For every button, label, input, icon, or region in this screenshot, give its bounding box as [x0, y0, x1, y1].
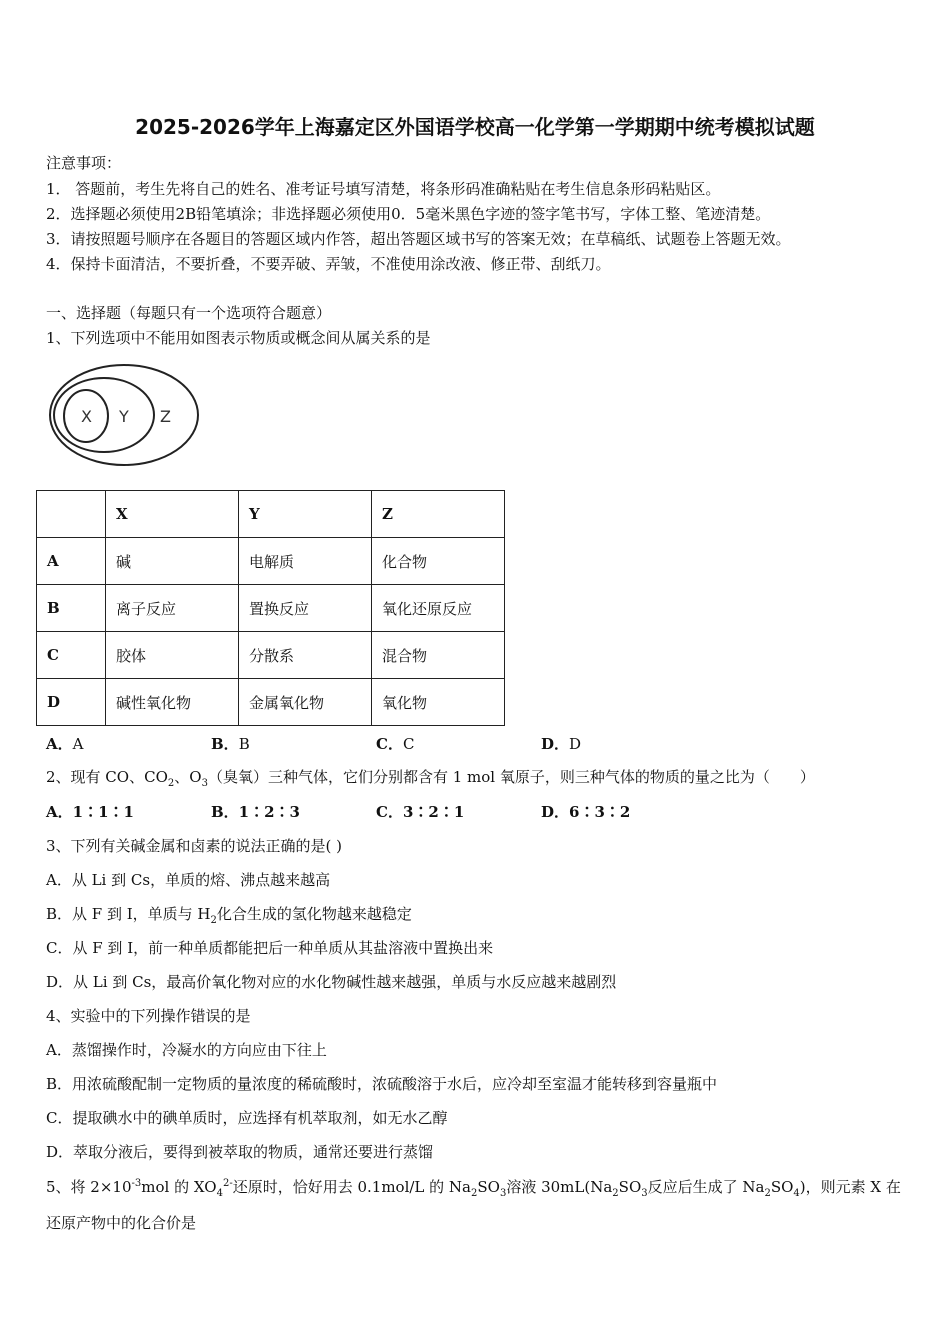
table-cell: 胶体	[106, 632, 239, 679]
ellipse-y	[54, 378, 154, 452]
table-cell: 混合物	[372, 632, 505, 679]
section-heading: 一、选择题（每题只有一个选项符合题意）	[46, 304, 332, 322]
label-z: Z	[160, 407, 171, 426]
table-row	[37, 585, 505, 632]
q2-option-b: B．1∶2∶3	[211, 803, 300, 821]
q3-option-d: D．从 Li 到 Cs，最高价氧化物对应的水化物碱性越来越强，单质与水反应越来越剧烈	[46, 973, 617, 991]
q1-stem: 1、下列选项中不能用如图表示物质或概念间从属关系的是	[46, 329, 431, 347]
q2-option-c: C．3∶2∶1	[376, 803, 465, 821]
q4-option-b: B．用浓硫酸配制一定物质的量浓度的稀硫酸时，浓硫酸溶于水后，应冷却至室温才能转移到容量瓶中	[46, 1075, 718, 1093]
nested-ellipse-diagram	[44, 360, 204, 470]
q4-option-c: C．提取碘水中的碘单质时，应选择有机萃取剂，如无水乙醇	[46, 1109, 448, 1127]
q1-option-d: D．D	[541, 735, 582, 753]
table-cell: D	[37, 679, 106, 726]
table-header-z: Z	[372, 491, 505, 538]
table-cell: 电解质	[239, 538, 372, 585]
table-row	[37, 538, 505, 585]
q4-option-a: A．蒸馏操作时，冷凝水的方向应由下往上	[46, 1041, 327, 1059]
table-row	[37, 632, 505, 679]
table-cell: 分散系	[239, 632, 372, 679]
q4-option-d: D．萃取分液后，要得到被萃取的物质，通常还要进行蒸馏	[46, 1143, 434, 1161]
notice-item-1: 1． 答题前，考生先将自己的姓名、准考证号填写清楚，将条形码准确粘贴在考生信息条形码粘贴区。	[46, 180, 721, 198]
label-x: X	[81, 407, 92, 426]
table-header-y: Y	[239, 491, 372, 538]
table-cell: C	[37, 632, 106, 679]
q1-table	[36, 490, 505, 726]
notice-item-3: 3．请按照题号顺序在各题目的答题区域内作答，超出答题区域书写的答案无效；在草稿纸、试题卷上答题无效。	[46, 230, 791, 248]
notice-heading: 注意事项：	[46, 154, 122, 172]
table-cell: B	[37, 585, 106, 632]
page-title: 2025-2026学年上海嘉定区外国语学校高一化学第一学期期中统考模拟试题	[135, 115, 815, 139]
table-cell: 氧化物	[372, 679, 505, 726]
q2-option-a: A．1∶1∶1	[46, 803, 134, 821]
q2-option-d: D．6∶3∶2	[541, 803, 631, 821]
q3-stem: 3、下列有关碱金属和卤素的说法正确的是( )	[46, 837, 343, 855]
q1-option-a: A．A	[46, 735, 84, 753]
notice-item-2: 2．选择题必须使用2B铅笔填涂；非选择题必须使用0．5毫米黑色字迹的签字笔书写，字体工整、笔迹清楚。	[46, 205, 771, 223]
q3-option-b: B．从 F 到 I，单质与 $H_2$化合生成的氢化物越来越稳定	[46, 905, 412, 926]
q3-option-c: C．从 F 到 I，前一种单质都能把后一种单质从其盐溶液中置换出来	[46, 939, 494, 957]
table-cell: 氧化还原反应	[372, 585, 505, 632]
q2-stem: 2、现有 CO、$CO_2$、$O_3$（臭氧）三种气体，它们分别都含有 1 mol 氧原子，则三种气体的物质的量之比为（ ）	[46, 768, 815, 789]
table-header-row	[37, 491, 505, 538]
table-cell: 置换反应	[239, 585, 372, 632]
notice-item-4: 4．保持卡面清洁，不要折叠，不要弄破、弄皱，不准使用涂改液、修正带、刮纸刀。	[46, 255, 611, 273]
q1-option-c: C．C	[376, 735, 415, 753]
table-cell: 碱性氧化物	[106, 679, 239, 726]
q5-stem-line2: 还原产物中的化合价是	[46, 1214, 197, 1232]
table-cell: 金属氧化物	[239, 679, 372, 726]
table-cell: 碱	[106, 538, 239, 585]
table-cell: A	[37, 538, 106, 585]
table-cell: 离子反应	[106, 585, 239, 632]
table-row	[37, 679, 505, 726]
table-header-x: X	[106, 491, 239, 538]
q1-option-b: B．B	[211, 735, 250, 753]
label-y: Y	[119, 407, 129, 426]
table-cell: 化合物	[372, 538, 505, 585]
table-cell	[37, 491, 106, 538]
q3-option-a: A．从 Li 到 Cs，单质的熔、沸点越来越高	[46, 871, 331, 889]
q5-stem-line1: 5、将 $2\times 10^{-3}mol$ 的 $XO_4^{2-}$还原时，恰好用去 0.1mol/L 的 $Na_2SO_3$溶液 $30mL(Na_2SO_3$反应后生成了 $Na_2SO_4$)，则元素 X 在	[46, 1178, 901, 1199]
q4-stem: 4、实验中的下列操作错误的是	[46, 1007, 251, 1025]
